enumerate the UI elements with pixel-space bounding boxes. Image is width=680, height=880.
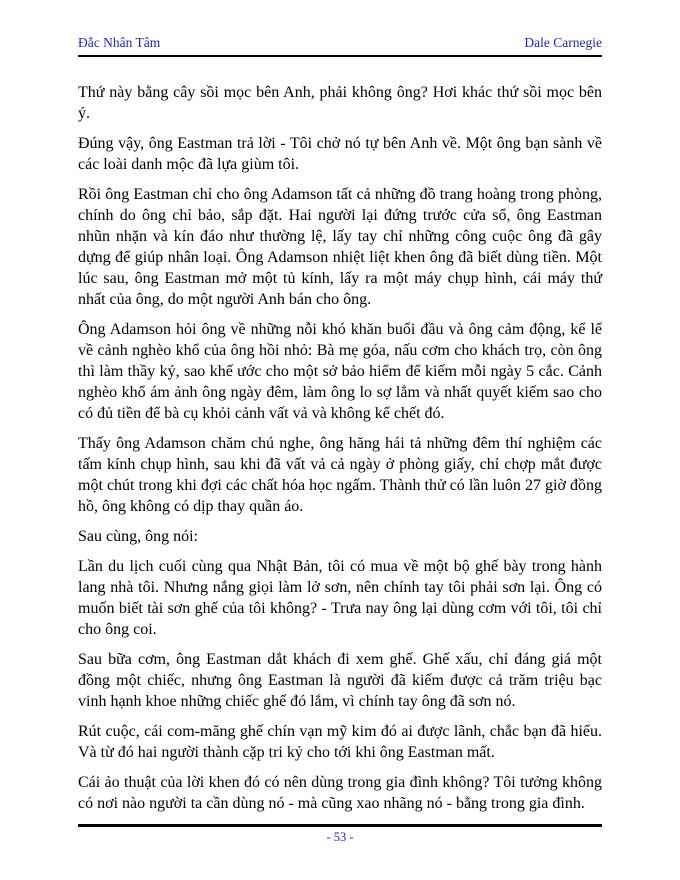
paragraph: Rồi ông Eastman chỉ cho ông Adamson tất cả những đồ trang hoàng trong phòng, chính do ông chỉ bảo, sắp đặt. Hai người lại đứng trước cửa sổ, ông Eastman nhũn nhặn và kín đáo như thường lệ, lấy tay chỉ những công cuộc ông đã gây dựng để giúp nhân loại. Ông Adamson nhiệt liệt khen ông đã biết dùng tiền. Một lúc sau, ông Eastman mở một tủ kính, lấy ra một máy chụp hình, cái máy thứ nhất của ông, do một người Anh bán cho ông. bbox=[78, 186, 602, 308]
paragraph: Thấy ông Adamson chăm chú nghe, ông hăng hái tả những đêm thí nghiệm các tấm kính chụp hình, sau khi đã vất vả cả ngày ở phòng giấy, chỉ chợp mắt được một chút trong khi đợi các chất hóa học ngấm. Thành thử có lần luôn 27 giờ đồng hồ, ông không có dịp thay quần áo. bbox=[78, 435, 602, 515]
paragraph: Đúng vậy, ông Eastman trả lời - Tôi chở nó tự bên Anh về. Một ông bạn sành về các loài danh mộc đã lựa giùm tôi. bbox=[78, 135, 602, 173]
header-book-title: Đắc Nhân Tâm bbox=[78, 35, 161, 50]
paragraph: Ông Adamson hỏi ông về những nỗi khó khăn buổi đầu và ông cảm động, kể lể về cảnh nghèo khổ của ông hồi nhỏ: Bà mẹ góa, nấu cơm cho khách trọ, còn ông thì làm thầy ký, sao khế ước cho một sở bảo hiểm để kiếm mỗi ngày 5 cắc. Cảnh nghèo khổ ám ảnh ông ngày đêm, làm ông lo sợ lắm và nhất quyết kiếm sao cho có đủ tiền để bà cụ khỏi cảnh vất vả và không kể chết đó. bbox=[78, 321, 602, 422]
page-footer bbox=[78, 824, 602, 845]
paragraph: Sau cùng, ông nói: bbox=[78, 528, 198, 545]
body-text bbox=[78, 73, 602, 823]
paragraph: Lần du lịch cuối cùng qua Nhật Bản, tôi có mua về một bộ ghế bày trong hành lang nhà tôi. Nhưng nắng giọi làm lở sơn, nên chính tay tôi phải sơn lại. Ông có muốn biết tài sơn ghế của tôi không? - Trưa nay ông lại dùng cơm với tôi, tôi chỉ cho ông coi. bbox=[78, 558, 602, 638]
paragraph: Cái ảo thuật của lời khen đó có nên dùng trong gia đình không? Tôi tưởng không có nơi nào người ta cần dùng nó - mà cũng xao nhãng nó - bằng trong gia đình. bbox=[78, 774, 602, 812]
header-author: Dale Carnegie bbox=[524, 35, 602, 50]
paragraph: Sau bữa cơm, ông Eastman dắt khách đi xem ghế. Ghế xấu, chỉ đáng giá một đồng một chiếc, nhưng ông Eastman là người đã kiếm được cả trăm triệu bạc vinh hạnh khoe những chiếc ghế đó lắm, vì chính tay ông đã sơn nó. bbox=[78, 651, 602, 710]
paragraph: Thứ này bằng cây sồi mọc bên Anh, phải không ông? Hơi khác thứ sồi mọc bên ý. bbox=[78, 84, 602, 122]
page-header bbox=[78, 35, 602, 57]
page-number: - 53 - bbox=[326, 830, 354, 844]
paragraph: Rút cuộc, cái com-măng ghế chín vạn mỹ kim đó ai được lãnh, chắc bạn đã hiểu. Và từ đó hai người thành cặp tri kỷ cho tới khi ông Eastman mất. bbox=[78, 723, 602, 761]
